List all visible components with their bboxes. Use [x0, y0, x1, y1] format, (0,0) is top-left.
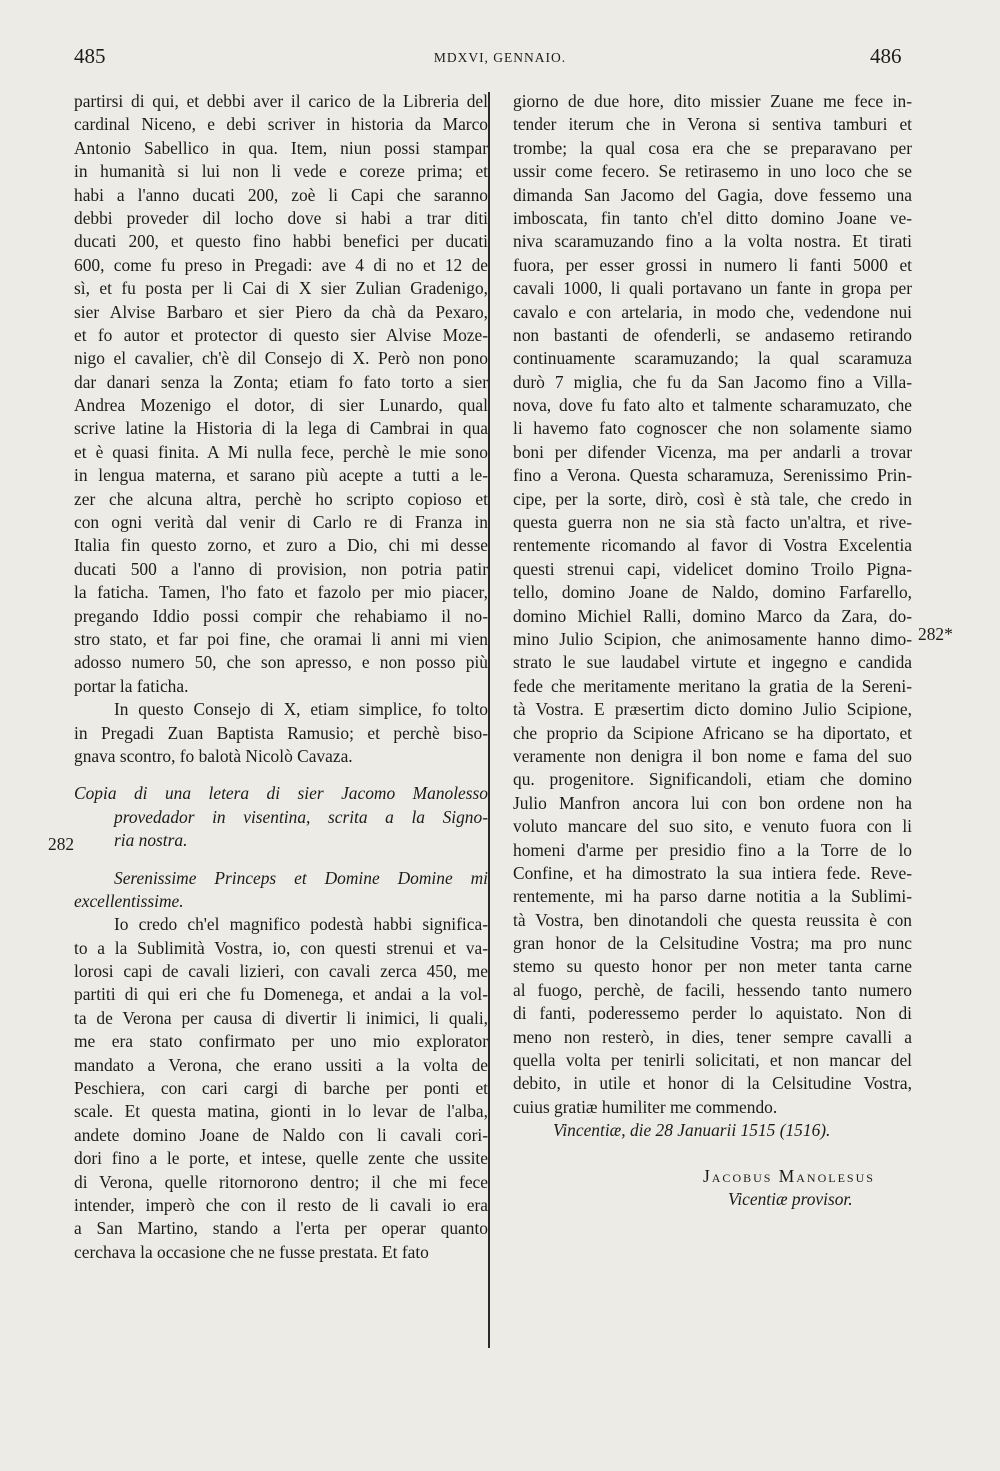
left-column — [74, 90, 488, 1264]
text-line: tà Vostra. E præsertim dicto domino Julio Scipione, — [513, 699, 912, 720]
text-line: non bastanti de ofenderli, se andasemo retirando — [513, 324, 912, 345]
text-line: niva scaramuzando fino a la volta nostra. Et tirati — [513, 231, 912, 252]
text-line: debito, in utile et honor di la Celsitudine Vostra, — [513, 1073, 912, 1094]
text-line: Copia di una letera di sier Jacomo Manolesso — [74, 783, 488, 804]
text-line: nova, dove fu fato alto et talmente scharamuzato, che — [513, 395, 912, 416]
text-line: me era stato confirmato per uno mio explorator — [74, 1031, 488, 1052]
text-line: pregando Iddio possi compir che rehabiamo il no- — [74, 605, 488, 626]
text-line: imboscata, fin tanto ch'el ditto domino Joane ve- — [513, 207, 912, 228]
column-divider — [488, 92, 490, 1348]
text-line: lorosi capi de cavali lizieri, con cavali zerca 450, me — [74, 961, 488, 982]
text-line: qu. progenitore. Significandoli, etiam che domino — [513, 769, 912, 790]
text-line: boni per difender Vicenza, ma per andarli a trovar — [513, 441, 912, 462]
text-line: fede che meritamente meritano la gratia de la Sereni- — [513, 675, 912, 696]
text-line: et è quasi finita. A Mi nulla fece, perchè le mie sono — [74, 441, 488, 462]
text-line: tender iterum che in Verona si sentiva tamburi et — [513, 114, 912, 135]
text-line: ducati 200, et questo fino habbi benefici per ducati — [74, 231, 488, 252]
text-line: di Verona, quelle ritornorono dentro; il che mi fece — [74, 1171, 488, 1192]
text-line: portar la faticha. — [74, 675, 189, 696]
text-line: in lengua materna, et sarano più acepte a tutti a le- — [74, 465, 488, 486]
text-line: cavalo e con artelaria, in modo che, vedendone nui — [513, 301, 912, 322]
text-line: sì, et fu posta per li Cai di X sier Zulian Gradenigo, — [74, 278, 488, 299]
text-line: a San Martino, stando a l'erta per operar quanto — [74, 1218, 488, 1239]
text-line: strato le sue laudabel virtute et ingegno e candida — [513, 652, 912, 673]
text-line: di fanti, poderessemo perder lo aquistato. Non di — [513, 1003, 912, 1024]
text-line: tello, domino Joane de Naldo, domino Farfarello, — [513, 582, 912, 603]
text-line: adosso numero 50, che son apresso, e non posso più — [74, 652, 488, 673]
dateline: Vincentiæ, die 28 Januarii 1515 (1516). — [553, 1120, 831, 1141]
text-line: voluto mancare del suo sito, e venuto fuora con li — [513, 816, 912, 837]
text-line: quella volta per tenirli solicitati, et non mancar del — [513, 1050, 912, 1071]
text-line: zer che alcuna altra, perchè ho scripto copioso et — [74, 488, 488, 509]
text-line: Andrea Mozenigo el dotor, di sier Lunardo, qual — [74, 395, 488, 416]
text-line: homeni d'arme per presidio fino a la Torre de lo — [513, 839, 912, 860]
text-line: li havemo fato cognoscer che non solamente siamo — [513, 418, 912, 439]
text-line: ta de Verona per causa di divertir li inimici, li quali, — [74, 1007, 488, 1028]
text-line: nigo el cavalier, ch'è dil Consejo di X. Però non pono — [74, 348, 488, 369]
text-line: habi a l'anno ducati 200, zoè li Capi che saranno — [74, 184, 488, 205]
text-line: che proprio da Scipione Africano se ha diportato, et — [513, 722, 912, 743]
text-line: Antonio Sabellico in qua. Item, niun possi stampar — [74, 137, 488, 158]
text-line: partiti di qui eri che fu Domenega, et andai a la vol- — [74, 984, 488, 1005]
text-line: In questo Consejo di X, etiam simplice, fo tolto — [114, 699, 488, 720]
text-line: et fo autor et protector di questo sier Alvise Moze- — [74, 324, 488, 345]
text-line: provedador in visentina, scrita a la Signo- — [114, 806, 488, 827]
signature-name: Jacobus Manolesus — [703, 1165, 875, 1186]
margin-note-right: 282* — [918, 624, 953, 644]
text-line: la faticha. Tamen, l'ho fato et fazolo per mio piacer, — [74, 582, 488, 603]
text-line: ussir come fecero. Se retirasemo in uno loco che se — [513, 161, 912, 182]
text-line: continuamente scaramuzando; la qual scaramuza — [513, 348, 912, 369]
text-line: mino Julio Scipion, che animosamente hanno dimo- — [513, 628, 912, 649]
text-line: questa guerra non ne sia stà facto un'altra, et rive- — [513, 512, 912, 533]
text-line: 600, come fu preso in Pregadi: ave 4 di no et 12 de — [74, 254, 488, 275]
text-line: giorno de due hore, dito missier Zuane me fece in- — [513, 91, 912, 111]
text-line: Serenissime Princeps et Domine Domine mi — [114, 867, 488, 888]
paragraph-gap — [74, 768, 488, 782]
text-line: Peschiera, con cari cargi di barche per ponti et — [74, 1078, 488, 1099]
text-line: scale. Et questa matina, gionti in lo levar de l'alba, — [74, 1101, 488, 1122]
text-line: rentemente, mi ha parso darne notitia a la Sublimi- — [513, 886, 912, 907]
signature-title: Vicentiæ provisor. — [728, 1188, 853, 1209]
text-line: cerchava la occasione che ne fusse prestata. Et fato — [74, 1241, 429, 1262]
running-head: MDXVI, GENNAIO. — [433, 50, 567, 65]
text-line: Confine, et ha dimostrato la sua intiera fede. Reve- — [513, 862, 912, 883]
page-number-right: 486 — [870, 44, 902, 68]
text-line: dori fino a le porte, et intese, quelle zente che ussite — [74, 1148, 488, 1169]
text-line: debbi proveder dil locho dove si habi a trar diti — [74, 207, 488, 228]
text-line: Julio Manfron ancora lui con bon ordene non ha — [513, 792, 912, 813]
text-line: ria nostra. — [114, 830, 188, 851]
text-line: cavali 1000, li quali portavano un fante in gropa per — [513, 278, 912, 299]
text-line: to a la Sublimità Vostra, io, con questi strenui et va- — [74, 937, 488, 958]
text-line: andete domino Joane de Naldo con li cavali cori- — [74, 1124, 488, 1145]
margin-note-left: 282 — [48, 834, 75, 854]
text-line: domino Michiel Ralli, domino Marco da Zara, do- — [513, 605, 912, 626]
text-line: excellentissime. — [74, 890, 184, 911]
text-line: in Pregadi Zuan Baptista Ramusio; et perchè biso- — [74, 722, 488, 743]
text-line: mandato a Verona, che erano ussiti a la volta de — [74, 1054, 488, 1075]
text-line: gran honor de la Celsitudine Vostra; ma pro nunc — [513, 933, 912, 954]
text-line: veramente non denigra il bon nome e fama del suo — [513, 745, 912, 766]
text-line: partirsi di qui, et debbi aver il carico de la Libreria del — [74, 91, 488, 111]
text-line: con ogni verità dal venir di Carlo re di Franza in — [74, 512, 488, 533]
text-line: scrive latine la Historia di la lega di Cambrai in qua — [74, 418, 488, 439]
text-line: tà Vostra, ben dinotandoli che questa reussita è con — [513, 909, 912, 930]
text-line: al fuogo, perchè, de facili, hessendo tanto numero — [513, 979, 912, 1000]
text-line: ducati 500 a l'anno di provision, non potria patir — [74, 558, 488, 579]
text-line: fino a Verona. Questa scharamuza, Serenissimo Prin- — [513, 465, 912, 486]
text-line: cardinal Niceno, e debi scriver in historia da Marco — [74, 114, 488, 135]
text-line: gnava scontro, fo balotà Nicolò Cavaza. — [74, 745, 353, 766]
text-line: fuora, per esser grossi in numero li fanti 5000 et — [513, 254, 912, 275]
text-line: trombe; la qual cosa era che se preparavano per — [513, 137, 912, 158]
text-line: dimanda San Jacomo del Gagia, dove fessemo una — [513, 184, 912, 205]
text-line: questi strenui capi, videlicet domino Troilo Pigna- — [513, 558, 912, 579]
text-line: rentemente ricomando al favor di Vostra Excelentia — [513, 535, 912, 556]
text-line: durò 7 miglia, che fu da San Jacomo fino a Villa- — [513, 371, 912, 392]
text-line: Io credo ch'el magnifico podestà habbi significa- — [114, 914, 488, 935]
paragraph-gap — [513, 1143, 912, 1157]
text-line: cuius gratiæ humiliter me commendo. — [513, 1096, 778, 1117]
text-line: sier Alvise Barbaro et sier Piero da chà da Pexaro, — [74, 301, 488, 322]
right-column — [513, 90, 912, 1211]
text-line: cipe, per la sorte, dirò, così è stà tale, che credo in — [513, 488, 912, 509]
text-line: stemo su questo honor per non meter tanta carne — [513, 956, 912, 977]
paragraph-gap — [74, 853, 488, 867]
text-line: Italia fin questo zorno, et zuro a Dio, chi mi desse — [74, 535, 488, 556]
text-line: meno non resterò, in dies, tener sempre cavalli a — [513, 1026, 912, 1047]
text-line: stro stato, et far poi fine, che oramai li anni mi vien — [74, 628, 488, 649]
paragraph-gap — [513, 1157, 912, 1165]
page-number-left: 485 — [74, 44, 106, 68]
text-line: intender, imperò che con il resto de li cavali io era — [74, 1194, 488, 1215]
text-line: in humanità si lui non li vede e coreze prima; et — [74, 161, 488, 182]
text-line: dar danari senza la Zonta; etiam fo fato torto a sier — [74, 371, 488, 392]
